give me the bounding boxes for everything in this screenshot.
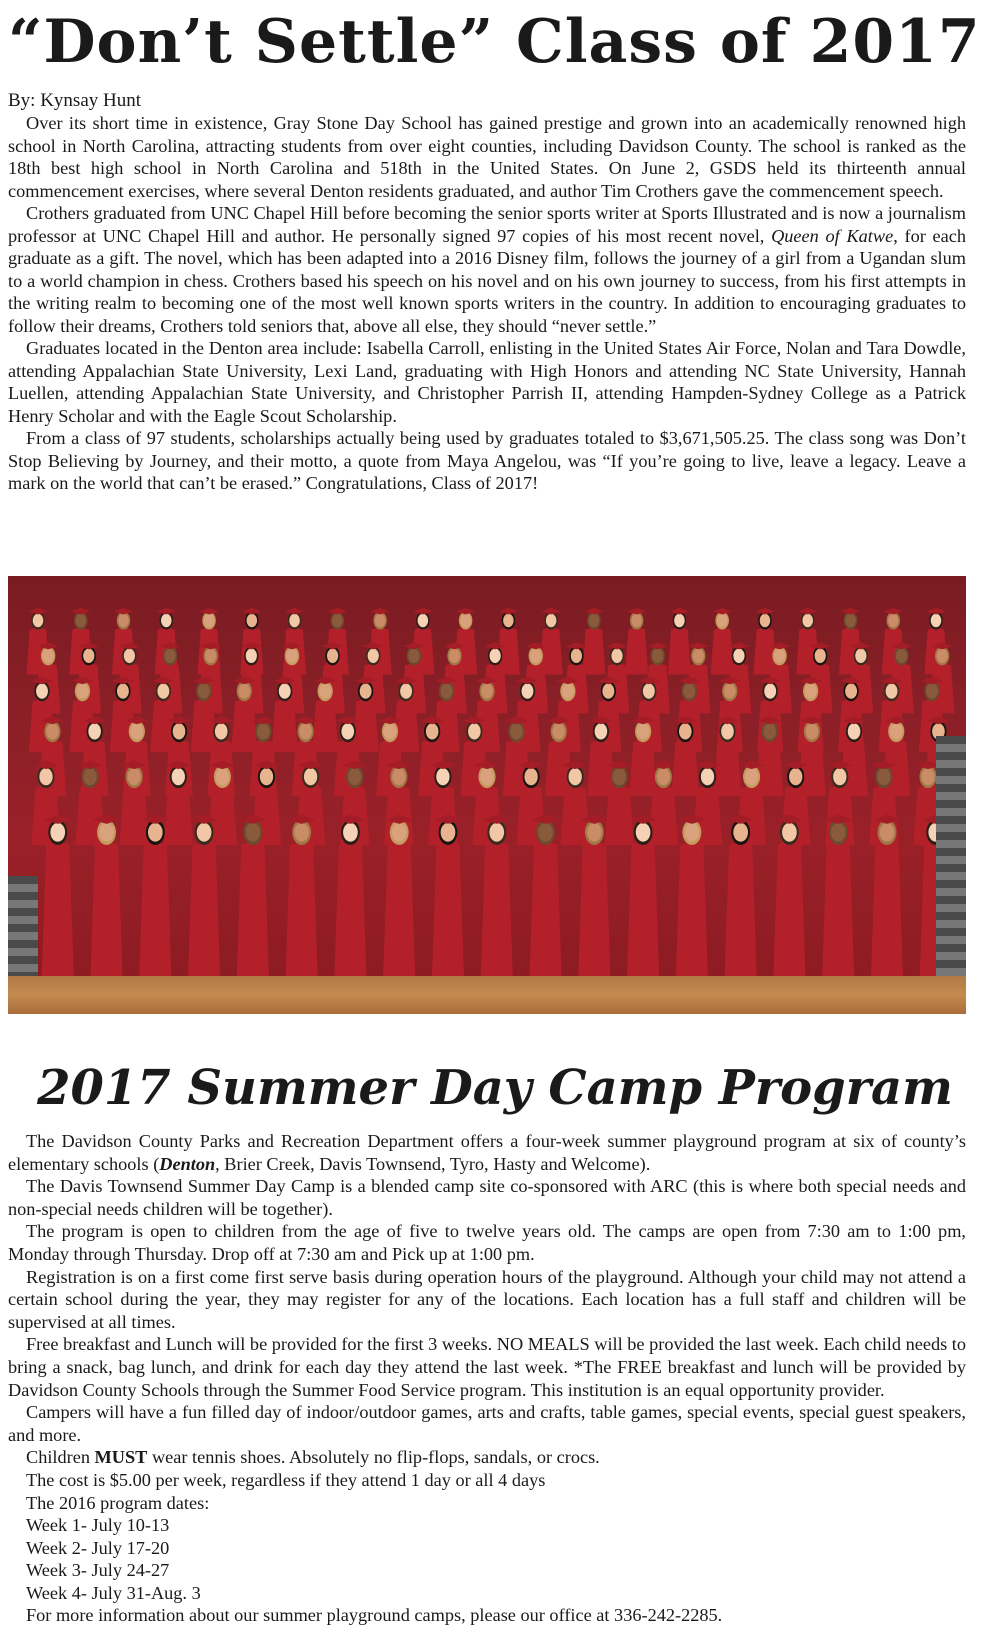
face [602,683,614,698]
gown [627,843,659,982]
face [643,683,655,698]
face [774,649,785,663]
bleacher [8,876,38,976]
text-run: Crothers graduated from UNC Chapel Hill before becoming the senior sports writer at Sports Illustrated and is now a journalism professor at UNC Chapel Hill and author. He personally signed 97 copies of his most recent novel, [8,203,966,246]
face [39,768,52,785]
camp-paragraph: For more information about our summer playground camps, please our office at 336-242-2285. [26,1605,723,1626]
gown [312,700,338,753]
gown [188,843,220,982]
face [124,649,135,663]
gown [676,843,708,982]
mortarboard [798,608,818,615]
camp-paragraph: The cost is $5.00 per week, regardless if they attend 1 day or all 4 days [26,1469,546,1490]
program-week: Week 2- July 17-20 [26,1537,170,1558]
face [886,683,898,698]
face [587,823,602,842]
article-headline: “Don’t Settle” Class of 2017 [8,7,981,77]
face [441,683,453,698]
gown [139,843,171,982]
mortarboard [28,608,48,615]
gown [383,843,415,982]
mortarboard [328,608,348,615]
camp-paragraph: The program is open to children from the age of five to twelve years old. The camps are open from 7:30 am to 1:00 pm, Monday through Thursday. Drop off at 7:30 am and Pick up at 1:00 pm. [8,1221,966,1264]
face [571,649,582,663]
face [489,823,504,842]
face [83,768,96,785]
face [449,649,460,663]
face [503,614,514,628]
gown [237,843,269,982]
face [631,614,642,628]
face [408,649,419,663]
camp-paragraph: The 2016 program dates: [26,1492,210,1513]
gown [164,786,193,845]
face [173,723,186,739]
mortarboard [199,608,219,615]
face [172,768,185,785]
face [701,768,714,785]
face [896,649,907,663]
mortarboard [157,608,177,615]
mortarboard [456,608,476,615]
face [418,614,429,628]
face [855,649,866,663]
face [341,723,354,739]
face [524,768,537,785]
face [204,614,215,628]
face [43,649,54,663]
face [289,614,300,628]
face [216,768,229,785]
face [118,614,128,628]
face [205,649,216,663]
face [299,723,312,739]
face [77,683,89,698]
gown [668,628,691,675]
face [733,649,744,663]
text-run: wear tennis shoes. Absolutely no flip-flops, sandals, or crocs. [147,1447,600,1468]
mortarboard [499,608,519,615]
face [721,723,734,739]
face [921,768,934,785]
mortarboard [114,608,133,615]
face [805,683,817,698]
gown [724,843,756,982]
face [481,683,493,698]
face [685,823,700,842]
text-run: The Davidson County Parks and Recreation Department offers a four-week summer playground program at six of county’s elementary schools ( [8,1131,966,1174]
mortarboard [883,608,903,615]
article-paragraph: Over its short time in existence, Gray Stone Day School has gained prestige and grown into an academically renowned high school in North Carolina, attracting students from over eight counties, including Davidson County. The school is ranked as the 18th best high school in North Carolina and 518th in the United States. On June 2, GSDS held its thirteenth annual commencement exercises, where several Denton residents graduated, and author Tim Crothers gave the commencement speech. [8,113,966,201]
face [247,614,257,628]
mortarboard [370,608,390,615]
face [782,823,797,842]
face [848,723,861,739]
face [763,723,776,739]
face [510,723,523,739]
text-run: , Brier Creek, Davis Townsend, Tyro, Hasty and Welcome). [215,1153,651,1174]
face [468,723,481,739]
face [197,823,212,842]
graduate-figure [711,608,734,675]
gown [578,843,610,982]
gown [120,786,149,845]
bleacher [936,736,966,976]
face [764,683,776,698]
face [480,768,493,785]
program-week: Week 1- July 10-13 [26,1515,170,1536]
face [530,649,541,663]
face [652,649,663,663]
face [392,768,405,785]
camp-paragraph: The Davis Townsend Summer Day Camp is a blended camp site co-sponsored with ARC (this is where both special needs and non-special needs children will be together). [8,1176,966,1219]
camp-paragraph [8,1130,966,1175]
mortarboard [841,608,861,615]
camp-paragraph: Registration is on a first come first serve basis during operation hours of the playground. Although your child may not attend a certain school during the year, they may register for any of the locations. Each location has a full staff and children will be supervised at all times. [8,1266,966,1332]
face [683,683,695,698]
face [890,723,903,739]
face [360,683,372,698]
article-paragraph: Graduates located in the Denton area include: Isabella Carroll, enlisting in the United States Air Force, Nolan and Tara Dowdle, attending Appalachian State University, Lexi Land, graduating with High Honors and attending NC State University, Hannah Luellen, attending Appalachian State University, and Christopher Parrish II, attending Hampden-Sydney College as a Patrick Henry Scholar and with the Eagle Scout Scholarship. [8,338,966,426]
face [674,614,685,628]
face [319,683,331,698]
article-paragraph: From a class of 97 students, scholarships actually being used by graduates totaled to $3,671,505.25. The class song was Don’t Stop Believing by Journey, and their motto, a quote from Maya Angelou, was “If you’re going to live, leave a legacy. Leave a mark on the world that can’t be erased.” Congratulations, Class of 2017! [8,428,966,493]
face [831,823,846,842]
face [880,823,895,842]
article-body [8,112,966,495]
gown [871,843,903,982]
camp-paragraph [8,1446,966,1469]
face [815,649,826,663]
face [348,768,361,785]
face [552,723,565,739]
face [198,683,210,698]
face [679,723,692,739]
highlight-denton: Denton [159,1153,216,1174]
text-run: , for each graduate as a gift. The novel, which has been adapted into a 2016 Disney film, follows the journey of a girl from a Ugandan slum to a world champion in chess. Crothers based his speech on his novel and on his own journey to success, from his first attempts in the writing realm to becoming one of the most well known sports writers in the country. In addition to encouraging graduates to follow their dreams, Crothers told seniors that, above all else, they should “never settle.” [8,225,966,336]
face [460,614,471,628]
face [117,683,129,698]
program-week: Week 3- July 24-27 [26,1560,170,1581]
mortarboard [926,608,946,615]
gown [90,843,122,982]
mortarboard [566,642,587,649]
gown [629,740,657,796]
gown [42,843,74,982]
graduate-figure [540,608,563,675]
face [589,614,600,628]
mortarboard [294,716,317,724]
gown [272,700,298,753]
face [161,614,172,628]
gym-floor [8,976,966,1014]
face [400,683,412,698]
mortarboard [242,608,261,615]
face [128,768,141,785]
gown [773,843,805,982]
face [441,823,456,842]
face [343,823,358,842]
mortarboard [688,642,709,649]
graduate-figure [668,608,691,675]
mortarboard [647,642,668,649]
mortarboard [755,608,775,615]
mortarboard [413,608,433,615]
face [375,614,386,628]
face [717,614,728,628]
graduate-figure [625,608,648,675]
face [257,723,270,739]
face [294,823,309,842]
face [724,683,736,698]
face [238,683,250,698]
face [490,649,501,663]
face [279,683,291,698]
gown [582,628,605,675]
face [613,768,626,785]
face [845,614,856,628]
face [392,823,407,842]
face [877,768,890,785]
face [260,768,273,785]
face [806,723,819,739]
face [538,823,553,842]
camp-paragraph: Free breakfast and Lunch will be provided for the first 3 weeks. NO MEALS will be provided the last week. Each child needs to bring a snack, bag lunch, and drink for each day they attend the last week. *The FREE breakfast and lunch will be provided by Davidson County Schools through the Summer Food Service program. This institution is an equal opportunity provider. [8,1334,966,1400]
face [436,768,449,785]
face [636,823,651,842]
mortarboard [627,608,647,615]
gown [285,843,317,982]
face [595,723,608,739]
graduate-figure [753,608,776,675]
face [789,768,802,785]
face [50,823,65,842]
face [888,614,899,628]
article-byline: By: Kynsay Hunt [8,90,141,111]
face [36,683,48,698]
article-paragraph [8,202,966,337]
face [745,768,758,785]
face [332,614,343,628]
face [802,614,813,628]
camp-paragraph: Campers will have a fun filled day of indoor/outdoor games, arts and crafts, table games, special events, special guest speakers, and more. [8,1402,966,1445]
mortarboard [712,608,732,615]
mortarboard [285,608,305,615]
face [148,823,163,842]
mortarboard [607,642,628,649]
gown [529,843,561,982]
face [845,683,857,698]
face [522,683,534,698]
face [833,768,846,785]
face [215,723,228,739]
graduate-figure [582,608,605,675]
face [611,649,622,663]
face [246,649,257,663]
mortarboard [71,608,91,615]
face [88,723,101,739]
gown [714,740,742,796]
face [384,723,397,739]
gown [671,740,699,796]
face [164,649,175,663]
mortarboard [584,608,604,615]
face [157,683,169,698]
face [76,614,87,628]
face [693,649,704,663]
class-photo [8,576,966,1014]
mortarboard [541,608,561,615]
face [83,649,94,663]
face [131,723,144,739]
face [937,649,948,663]
face [931,614,942,628]
gown [625,628,648,675]
gown [822,843,854,982]
face [368,649,379,663]
face [760,614,771,628]
gown [649,786,678,845]
face [569,768,582,785]
camp-body [8,1130,966,1627]
book-title: Queen of Katwe [771,225,894,246]
gown [334,843,366,982]
graduates-crowd [8,576,966,1014]
face [33,614,44,628]
gown [605,786,634,845]
gown [481,843,513,982]
program-week: Week 4- July 31-Aug. 3 [26,1582,201,1603]
face [246,823,261,842]
camp-headline: 2017 Summer Day Camp Program [37,1060,953,1116]
face [926,683,938,698]
mortarboard [670,608,690,615]
face [733,823,748,842]
face [562,683,574,698]
emphasis-must: MUST [94,1447,148,1468]
face [426,723,439,739]
face [327,649,338,663]
gown [432,843,464,982]
face [546,614,557,628]
face [657,768,670,785]
face [304,768,317,785]
face [637,723,650,739]
text-run: Children [26,1447,95,1468]
face [46,723,59,739]
face [286,649,297,663]
face [99,823,114,842]
